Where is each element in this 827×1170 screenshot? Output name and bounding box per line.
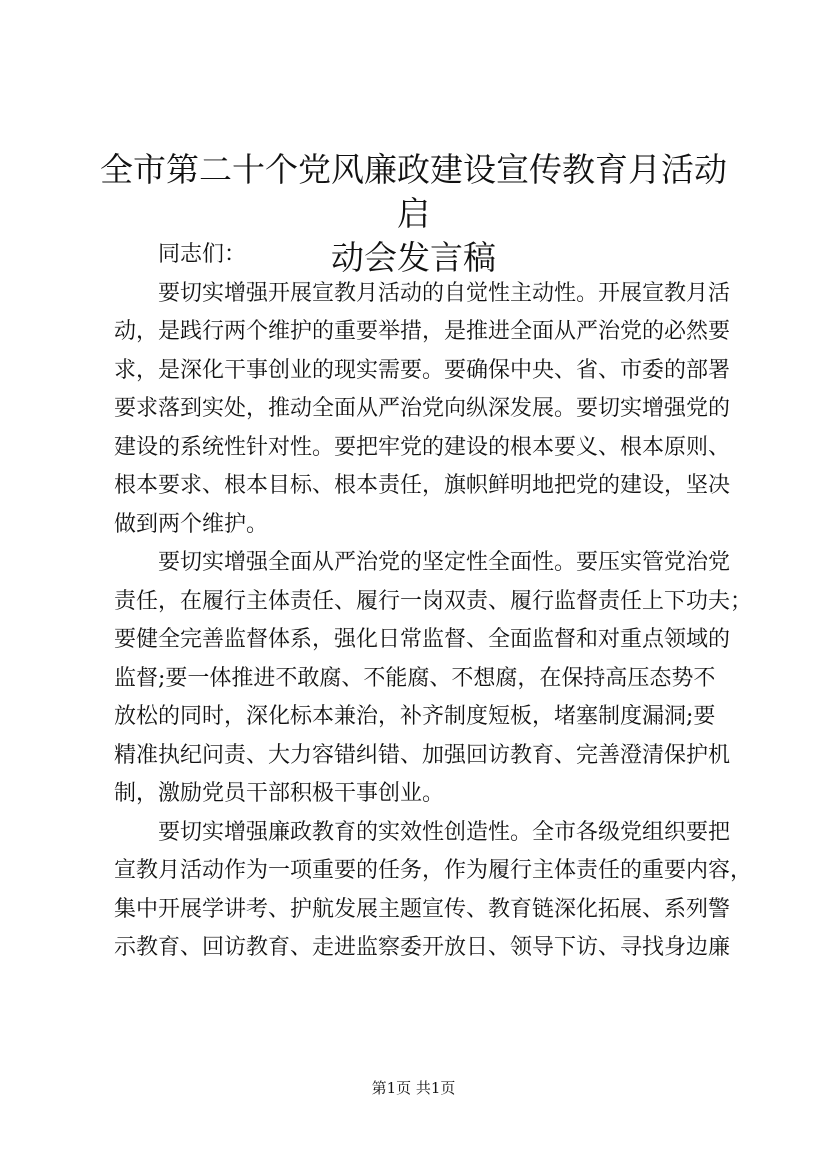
paragraph-3 — [114, 814, 753, 968]
paragraph-line: 要切实增强廉政教育的实效性创造性。全市各级党组织要把 — [158, 819, 731, 845]
paragraph-line: 责任，在履行主体责任、履行一岗双责、履行监督责任上下功夫； — [114, 588, 753, 614]
paragraph-line: 要求落到实处，推动全面从严治党向纵深发展。要切实增强党的 — [114, 396, 731, 421]
paragraph-line: 放松的同时，深化标本兼治，补齐制度短板，堵塞制度漏洞;要 — [114, 704, 716, 729]
page-number-footer: 第1页 共1页 — [371, 1079, 456, 1097]
paragraph-line: 要切实增强全面从严治党的坚定性全面性。要压实管党治党 — [158, 550, 731, 575]
paragraph-line: 要健全完善监督体系，强化日常监督、全面监督和对重点领域的 — [114, 627, 731, 652]
paragraph-line: 做到两个维护。 — [114, 511, 269, 537]
document-body — [114, 236, 753, 968]
paragraph-line: 宣教月活动作为一项重要的任务，作为履行主体责任的重要内容， — [114, 858, 753, 883]
paragraph-line: 建设的系统性针对性。要把牢党的建设的根本要义、根本原则、 — [114, 434, 731, 460]
paragraph-1 — [114, 275, 731, 545]
paragraph-line: 示教育、回访教育、走进监察委开放日、领导下访、寻找身边廉 — [114, 935, 731, 960]
salutation: 同志们： — [158, 242, 247, 267]
paragraph-line: 监督;要一体推进不敢腐、不能腐、不想腐，在保持高压态势不 — [114, 665, 716, 691]
paragraph-line: 精准执纪问责、大力容错纠错、加强回访教育、完善澄清保护机 — [114, 742, 731, 768]
title-line: 全市第二十个党风廉政建设宣传教育月活动启 — [100, 150, 727, 233]
paragraph-2 — [114, 544, 753, 814]
paragraph-line: 动，是践行两个维护的重要举措，是推进全面从严治党的必然要 — [114, 319, 731, 344]
paragraph-line: 要切实增强开展宣教月活动的自觉性主动性。开展宣教月活 — [158, 280, 731, 306]
paragraph-line: 集中开展学讲考、护航发展主题宣传、教育链深化拓展、系列警 — [114, 896, 731, 922]
paragraph-line: 制，激励党员干部积极干事创业。 — [114, 781, 445, 806]
title-line: 动会发言稿 — [331, 238, 496, 277]
paragraph-line: 求，是深化干事创业的现实需要。要确保中央、省、市委的部署 — [114, 357, 731, 383]
paragraph-line: 根本要求、根本目标、根本责任，旗帜鲜明地把党的建设，坚决 — [114, 473, 731, 498]
